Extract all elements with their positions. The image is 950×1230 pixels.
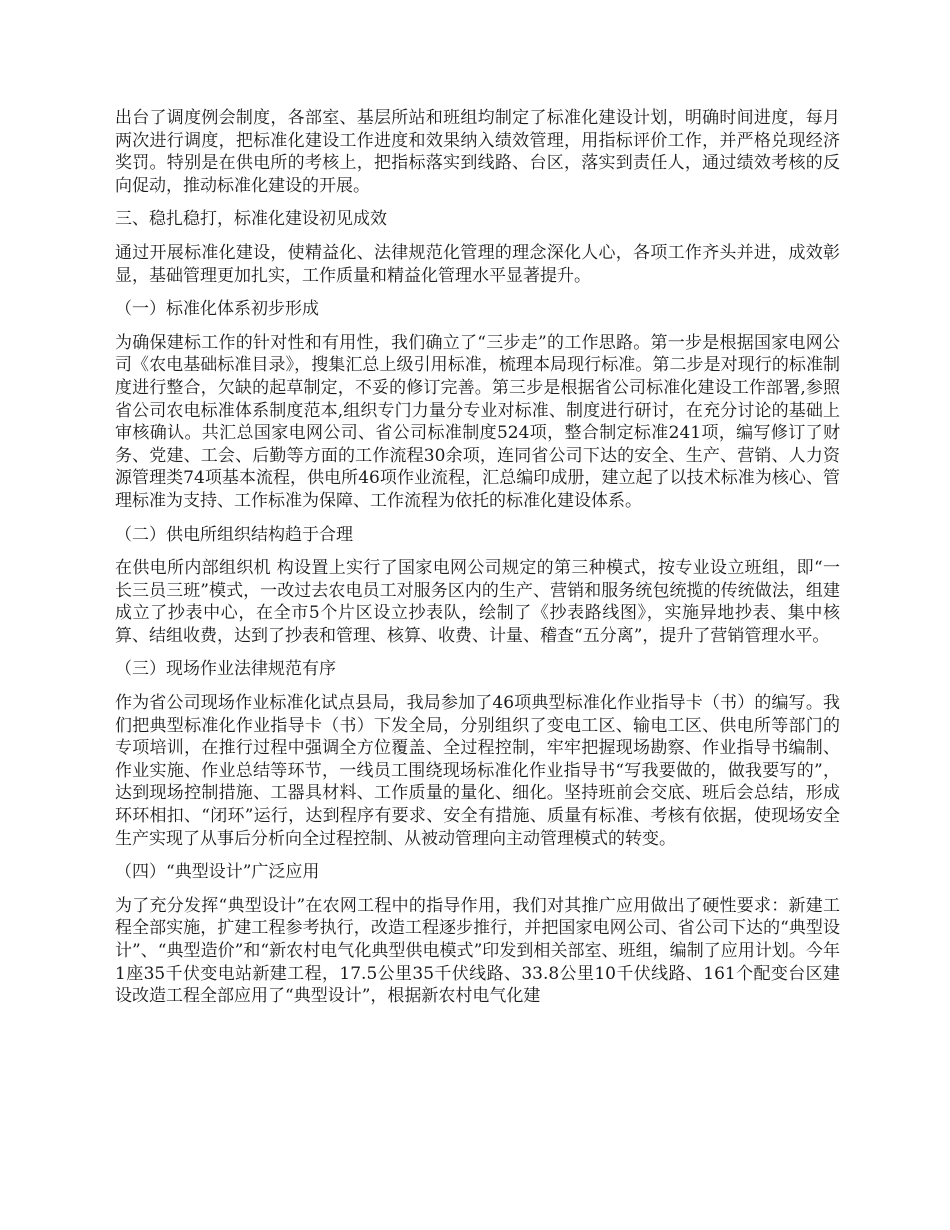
paragraph-subsection-3: 作为省公司现场作业标准化试点县局，我局参加了46项典型标准化作业指导卡（书）的编写。我们把典型标准化作业指导卡（书）下发全局，分别组织了变电工区、输电工区、供电所等部门的专项培训，在推行过程中强调全方位覆盖、全过程控制，牢牢把握现场勘察、作业指导书编制、作业实施、作业总结等环节，一线员工围绕现场标准化作业指导书“写我要做的，做我要写的”，达到现场控制措施、工器具材料、工作质量的量化、细化。坚持班前会交底、班后会总结，形成环环相扣、“闭环”运行，达到程序有要求、安全有措施、质量有标准、考核有依据，使现场安全生产实现了从事后分析向全过程控制、从被动管理向主动管理模式的转变。: [115, 693, 840, 849]
paragraph-subsection-1: 为确保建标工作的针对性和有用性，我们确立了“三步走”的工作思路。第一步是根据国家电网公司《农电基础标准目录》，搜集汇总上级引用标准，梳理本局现行标准。第二步是对现行的标准制度进行整合，欠缺的起草制定，不妥的修订完善。第三步是根据省公司标准化建设工作部署,参照省公司农电标准体系制度范本,组织专门力量分专业对标准、制度进行研讨，在充分讨论的基础上审核确认。共汇总国家电网公司、省公司标准制度524项，整合制定标准241项，编写修订了财务、党建、工会、后勤等方面的工作流程30余项，连同省公司下达的安全、生产、营销、人力资源管理类74项基本流程，供电所46项作业流程，汇总编印成册，建立起了以技术标准为核心、管理标准为支持、工作标准为保障、工作流程为依托的标准化建设体系。: [115, 332, 840, 511]
paragraph-subsection-4: 为了充分发挥“典型设计”在农网工程中的指导作用，我们对其推广应用做出了硬性要求：新建工程全部实施，扩建工程参考执行，改造工程逐步推行，并把国家电网公司、省公司下达的“典型设计”、“典型造价”和“新农村电气化典型供电模式”印发到相关部室、班组，编制了应用计划。今年1座35千伏变电站新建工程，17.5公里35千伏线路、33.8公里10千伏线路、161个配变台区建设改造工程全部应用了“典型设计”，根据新农村电气化建: [115, 895, 840, 1007]
paragraph-subsection-2: 在供电所内部组织机 构设置上实行了国家电网公司规定的第三种模式，按专业设立班组，即“一长三员三班”模式，一改过去农电员工对服务区内的生产、营销和服务统包统揽的传统做法，组建成立了抄表中心，在全市5个片区设立抄表队，绘制了《抄表路线图》，实施异地抄表、集中核算、结组收费，达到了抄表和管理、核算、收费、计量、稽查“五分离”，提升了营销管理水平。: [115, 558, 840, 646]
subheading-4: （四）“典型设计”广泛应用: [115, 862, 320, 883]
section-heading-3: 三、稳扎稳打，标准化建设初见成效: [115, 209, 387, 230]
subheading-1: （一）标准化体系初步形成: [115, 299, 319, 320]
subheading-3: （三）现场作业法律规范有序: [115, 659, 336, 680]
subheading-2: （二）供电所组织结构趋于合理: [115, 524, 353, 545]
paragraph-section-3: 通过开展标准化建设，使精益化、法律规范化管理的理念深化人心，各项工作齐头并进，成效彰显，基础管理更加扎实，工作质量和精益化管理水平显著提升。: [115, 242, 840, 286]
paragraph-intro: 出台了调度例会制度，各部室、基层所站和班组均制定了标准化建设计划，明确时间进度，每月两次进行调度，把标准化建设工作进度和效果纳入绩效管理，用指标评价工作，并严格兑现经济奖罚。特别是在供电所的考核上，把指标落实到线路、台区，落实到责任人，通过绩效考核的反向促动，推动标准化建设的开展。: [115, 108, 840, 196]
document-page: [115, 107, 840, 1019]
